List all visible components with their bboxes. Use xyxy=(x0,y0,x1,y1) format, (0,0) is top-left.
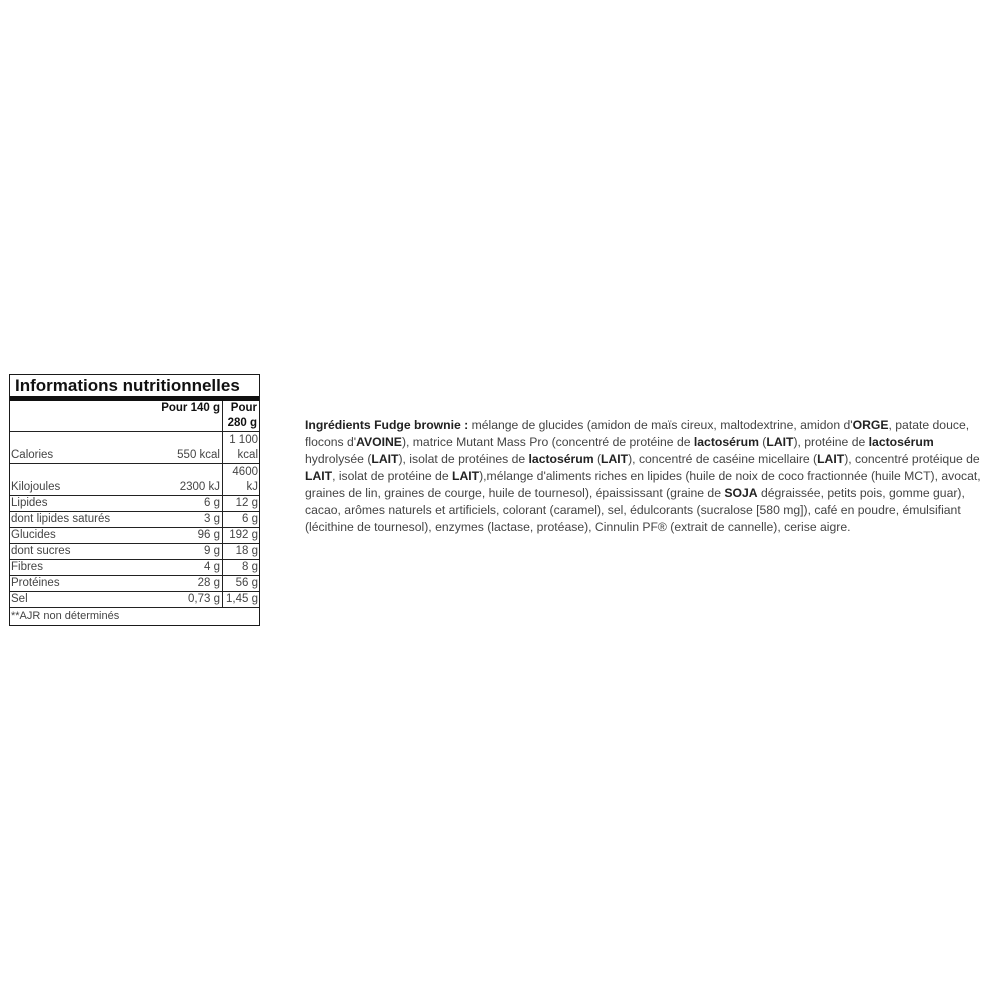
allergen-milk: LAIT xyxy=(601,452,629,467)
nutrition-row xyxy=(10,512,259,528)
row-value-280g: 18 g xyxy=(223,544,260,560)
ingredients-part: ), matrice Mutant Mass Pro (concentré de protéine de xyxy=(401,435,694,450)
row-label: dont lipides saturés xyxy=(10,512,148,528)
ingredients-part: hydrolysée ( xyxy=(305,452,372,467)
row-value-280g: 1 100 kcal xyxy=(223,432,260,464)
nutrition-footnote: **AJR non déterminés xyxy=(10,608,259,626)
nutrition-row xyxy=(10,560,259,576)
nutrition-row xyxy=(10,544,259,560)
allergen-milk: LAIT xyxy=(371,452,399,467)
ingredients-part: ( xyxy=(593,452,602,467)
row-value-280g: 8 g xyxy=(223,560,260,576)
row-label: Kilojoules xyxy=(10,464,148,496)
ingredients-title: Ingrédients Fudge brownie : xyxy=(305,418,469,433)
row-label: Fibres xyxy=(10,560,148,576)
row-value-140g: 550 kcal xyxy=(177,449,220,461)
ingredients-part: dégraissée, petits pois, gomme guar), cacao, arômes naturels et artificiels, colorant (caramel), sel, édulcorants (sucralose [580 mg]), café en poudre, émulsifiant (lécithine de tournesol), enzymes (lactase, protéase), Cinnulin PF® (extrait de cannelle), cerise aigre. xyxy=(305,486,965,535)
allergen-milk: LAIT xyxy=(817,452,845,467)
row-label: Protéines xyxy=(10,576,148,592)
row-value-140g: 0,73 g xyxy=(148,592,223,608)
allergen-milk: LAIT xyxy=(766,435,794,450)
ingredients-part: , isolat de protéine de xyxy=(332,469,453,484)
row-value-280g: 4600 kJ xyxy=(223,464,260,496)
row-label: Sel xyxy=(10,592,148,608)
row-value-280g: 6 g xyxy=(223,512,260,528)
row-value-140g: 3 g xyxy=(148,512,223,528)
row-value-140g: 6 g xyxy=(148,496,223,512)
allergen-soy: SOJA xyxy=(724,486,758,501)
row-value-140g: 4 g xyxy=(148,560,223,576)
row-value-140g: 96 g xyxy=(148,528,223,544)
nutrition-row xyxy=(10,592,259,608)
row-value-140g: 2300 kJ xyxy=(148,464,223,496)
nutrition-row xyxy=(10,576,259,592)
row-value-140g: 28 g xyxy=(148,576,223,592)
ingredients-part: ),mélange d'aliments riches en lipides (huile de noix de coco fractionnée (huile MCT), avocat, graines de lin, graines de courge, huile de tournesol), épaississant (graine de xyxy=(305,469,981,501)
nutrition-row xyxy=(10,432,259,464)
allergen-whey: lactosérum xyxy=(528,452,594,467)
row-value-280g: 56 g xyxy=(223,576,260,592)
ingredients-text xyxy=(305,417,995,536)
nutrition-row xyxy=(10,496,259,512)
row-value-280g: 192 g xyxy=(223,528,260,544)
nutrition-table xyxy=(10,401,259,625)
nutrition-facts-table xyxy=(9,374,260,626)
ingredients-part: ( xyxy=(758,435,767,450)
ingredients-part: ), concentré protéique de xyxy=(844,452,980,467)
nutrition-row xyxy=(10,528,259,544)
nutrition-header-row xyxy=(10,401,259,432)
row-label: Glucides xyxy=(10,528,148,544)
row-label: dont sucres xyxy=(10,544,148,560)
ingredients-part: ), isolat de protéines de xyxy=(398,452,529,467)
nutrition-title: Informations nutritionnelles xyxy=(10,375,259,401)
row-value-280g: 1,45 g xyxy=(223,592,260,608)
row-label: Calories xyxy=(11,449,54,461)
allergen-whey: lactosérum xyxy=(693,435,759,450)
nutrition-row xyxy=(10,464,259,496)
ingredients-part: , patate douce, flocons d' xyxy=(305,418,970,450)
nutrition-footnote-row xyxy=(10,608,259,626)
allergen-oats: AVOINE xyxy=(356,435,402,450)
ingredients-part: ), concentré de caséine micellaire ( xyxy=(628,452,818,467)
allergen-barley: ORGE xyxy=(852,418,889,433)
row-label: Lipides xyxy=(10,496,148,512)
row-value-140g: 9 g xyxy=(148,544,223,560)
col1-header: Pour 140 g xyxy=(148,401,223,432)
allergen-whey: lactosérum xyxy=(868,435,934,450)
allergen-milk: LAIT xyxy=(305,469,333,484)
row-value-280g: 12 g xyxy=(223,496,260,512)
allergen-milk: LAIT xyxy=(452,469,480,484)
col2-header: Pour 280 g xyxy=(223,401,260,432)
ingredients-part: ), protéine de xyxy=(793,435,869,450)
ingredients-part: mélange de glucides (amidon de maïs cireux, maltodextrine, amidon d' xyxy=(468,418,853,433)
